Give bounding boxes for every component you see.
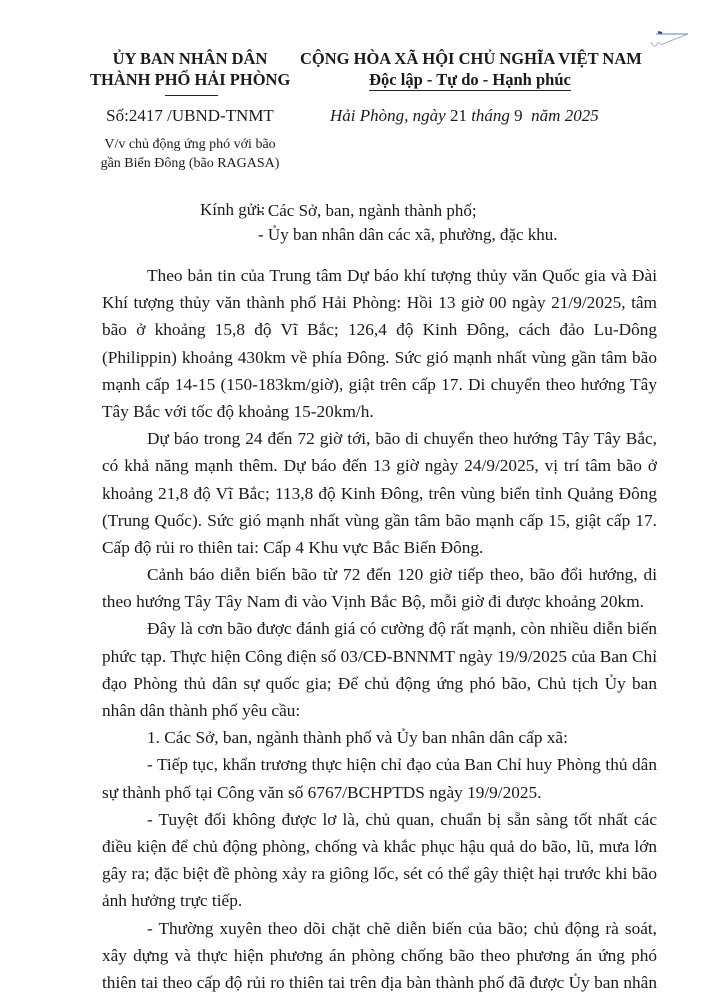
date-place: Hải Phòng, ngày xyxy=(330,106,446,125)
paragraph xyxy=(102,806,657,915)
text-line: Dự báo trong 24 đến 72 giờ tới, bão di chuyển theo hướng Tây Tây Bắc, xyxy=(147,429,657,449)
document-body xyxy=(102,262,657,996)
org-line-2: THÀNH PHỐ HẢI PHÒNG xyxy=(90,70,291,89)
subject-line-1: V/v chủ động ứng phó với bão xyxy=(104,137,276,152)
text-line: - Tuyệt đối không được lơ là, chủ quan, chuẩn bị sẵn sàng tốt nhất các xyxy=(147,809,657,829)
recipients-label: Kính gửi: xyxy=(200,200,266,219)
paragraph xyxy=(102,751,657,805)
recipient-2: - Ủy ban nhân dân các xã, phường, đặc khu. xyxy=(258,225,558,244)
text-line: Khí tượng thủy văn thành phố Hải Phòng: Hồi 13 giờ 00 ngày 21/9/2025, tâm xyxy=(102,293,657,313)
national-title xyxy=(300,48,640,90)
text-line: - Thường xuyên theo dõi chặt chẽ diễn biến của bão; chủ động rà soát, xyxy=(147,918,657,938)
document-number: Số:2417 /UBND-TNMT xyxy=(106,106,274,125)
recipient-1: - Các Sở, ban, ngành thành phố; xyxy=(258,201,477,220)
text-line: theo hướng Tây Tây Nam đi vào Vịnh Bắc Bộ, mỗi giờ đi được khoảng 20km. xyxy=(102,592,644,612)
text-line: thiên tai theo cấp độ rủi ro thiên tai trên địa bàn thành phố đã được Ủy ban nhân xyxy=(102,972,657,992)
text-line: bão ở khoảng 15,8 độ Vĩ Bắc; 126,4 độ Kinh Đông, cách đảo Lu-Dông xyxy=(102,320,657,340)
text-line: đạo Phòng thủ dân sự quốc gia; Để chủ động ứng phó bão, Chủ tịch Ủy ban xyxy=(102,673,657,693)
initials-signature-icon xyxy=(648,28,693,56)
date-month: 9 xyxy=(514,106,523,125)
text-line: phức tạp. Thực hiện Công điện số 03/CĐ-BNNMT ngày 19/9/2025 của Ban Chỉ xyxy=(102,646,657,666)
text-line: Theo bản tin của Trung tâm Dự báo khí tượng thủy văn Quốc gia và Đài xyxy=(147,266,657,285)
date-day: 21 xyxy=(449,106,467,125)
date-month-label: tháng xyxy=(471,106,510,125)
divider xyxy=(165,95,218,96)
org-line-1: ỦY BAN NHÂN DÂN xyxy=(112,49,268,68)
text-line: (Philippin) khoảng 430km về phía Đông. Sức gió mạnh nhất vùng gần tâm bão xyxy=(102,347,657,367)
paragraph xyxy=(102,615,657,724)
text-line: Đây là cơn bão được đánh giá có cường độ rất mạnh, còn nhiều diễn biến xyxy=(147,619,657,639)
paragraph xyxy=(102,915,657,997)
paragraph xyxy=(102,561,657,615)
text-line: Cấp độ rủi ro thiên tai: Cấp 4 Khu vực Bắc Biển Đông. xyxy=(102,537,484,557)
text-line: ảnh hưởng trực tiếp. xyxy=(102,891,243,911)
text-line: nhân dân thành phố yêu cầu: xyxy=(102,701,301,720)
paragraph xyxy=(102,724,657,751)
text-line: điều kiện để chủ động phòng, chống và khắc phục hậu quả do bão, lũ, mưa lớn xyxy=(102,836,657,856)
text-line: sự thành phố tại Công văn số 6767/BCHPTDS ngày 19/9/2025. xyxy=(102,782,542,802)
paragraph xyxy=(102,425,657,561)
issue-date xyxy=(330,106,599,126)
text-line: có khả năng mạnh thêm. Dự báo đến 13 giờ ngày 24/9/2025, vị trí tâm bão ở xyxy=(102,456,657,476)
text-line: Tây Bắc với tốc độ khoảng 15-20km/h. xyxy=(102,401,374,421)
text-line: gây ra; đặc biệt đề phòng xảy ra giông lốc, sét có thể gây thiệt hại trước khi bão xyxy=(102,864,657,884)
text-line: 1. Các Sở, ban, ngành thành phố và Ủy ban nhân dân cấp xã: xyxy=(147,728,568,748)
paragraph xyxy=(102,262,657,425)
text-line: Cảnh báo diễn biến bão từ 72 đến 120 giờ tiếp theo, bão đổi hướng, di xyxy=(147,565,657,585)
subject xyxy=(90,135,290,173)
motto: Độc lập - Tự do - Hạnh phúc xyxy=(369,70,571,89)
nation-line: CỘNG HÒA XÃ HỘI CHỦ NGHĨA VIỆT NAM xyxy=(300,49,642,68)
text-line: mạnh cấp 14-15 (150-183km/giờ), giật trên cấp 17. Di chuyển theo hướng Tây xyxy=(102,374,657,394)
subject-line-2: gần Biển Đông (bão RAGASA) xyxy=(100,156,280,171)
issuing-authority xyxy=(90,48,290,90)
text-line: - Tiếp tục, khẩn trương thực hiện chỉ đạo của Ban Chỉ huy Phòng thủ dân xyxy=(147,755,657,775)
text-line: xây dựng và thực hiện phương án phòng chống bão theo phương án ứng phó xyxy=(102,945,657,965)
text-line: (Trung Quốc). Sức gió mạnh nhất vùng gần tâm bão mạnh cấp 15, giật cấp 17. xyxy=(102,510,657,530)
date-year: năm 2025 xyxy=(531,106,599,125)
text-line: khoảng 21,8 độ Vĩ Bắc; 113,8 độ Kinh Đông, trên vùng biển tỉnh Quảng Đông xyxy=(102,483,657,503)
